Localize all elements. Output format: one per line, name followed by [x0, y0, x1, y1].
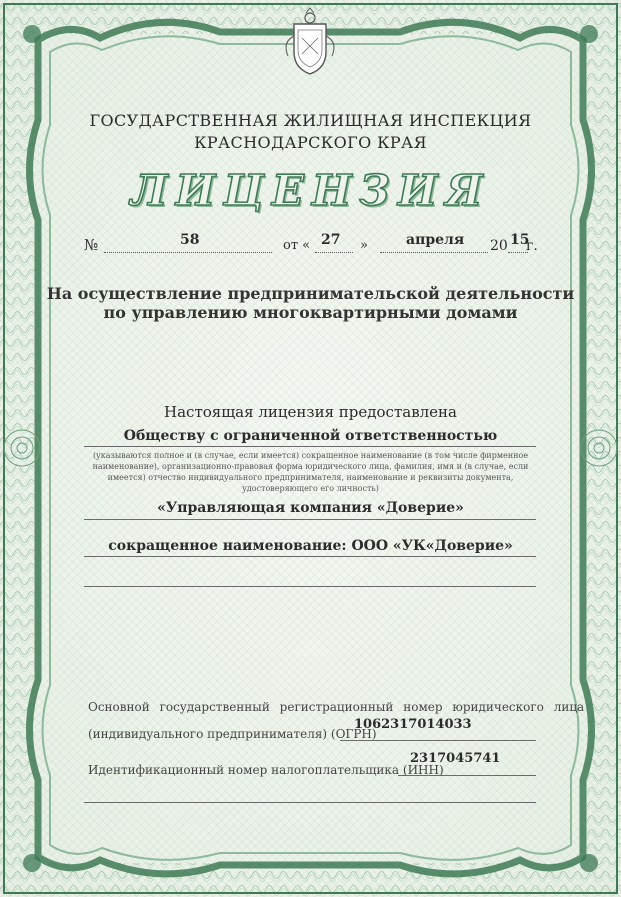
ogrn-label-line-1: Основной государственный регистрационный номер юридического лица — [88, 700, 585, 714]
org-short-name: сокращенное наименование: ООО «УК«Доверие» — [108, 538, 513, 554]
hint-line-4: удостоверяющего его личность) — [242, 484, 379, 493]
close-quote: » — [360, 238, 368, 253]
document-title: ЛИЦЕНЗИЯ — [130, 166, 491, 215]
hint-line-1: (указываются полное и (в случае, если имеется) сокращенное наименование (в том числе фирменное — [92, 451, 529, 460]
ogrn-value: 1062317014033 — [354, 717, 472, 732]
hint-line-2: наименование), организационно-правовая форма юридического лица, фамилия, имя и (в случае, если — [92, 462, 529, 471]
purpose-line-1: На осуществление предпринимательской деятельности — [46, 284, 575, 303]
hint-line-3: имеется) отчество индивидуального предпринимателя, наименование и реквизиты документа, — [107, 473, 514, 482]
inn-value: 2317045741 — [410, 751, 501, 766]
authority-line-1: ГОСУДАРСТВЕННАЯ ЖИЛИЩНАЯ ИНСПЕКЦИЯ — [89, 111, 532, 130]
org-form: Обществу с ограниченной ответственностью — [123, 428, 498, 444]
year-prefix: 20 — [490, 238, 508, 254]
license-day: 27 — [321, 232, 341, 248]
year-g-label: г. — [526, 238, 538, 254]
year-suffix: 15 — [510, 232, 530, 248]
org-full-name: «Управляющая компания «Доверие» — [157, 500, 464, 516]
authority-line-2: КРАСНОДАРСКОГО КРАЯ — [194, 133, 427, 152]
granted-heading: Настоящая лицензия предоставлена — [164, 403, 457, 421]
inn-label: Идентификационный номер налогоплательщика (ИНН) — [88, 763, 444, 777]
license-number: 58 — [180, 232, 200, 248]
from-label: от « — [283, 238, 311, 253]
ogrn-label-line-2: (индивидуального предпринимателя) (ОГРН) — [88, 727, 377, 741]
purpose-line-2: по управлению многоквартирными домами — [103, 303, 518, 322]
number-label: № — [84, 236, 99, 254]
license-month: апреля — [406, 232, 465, 248]
